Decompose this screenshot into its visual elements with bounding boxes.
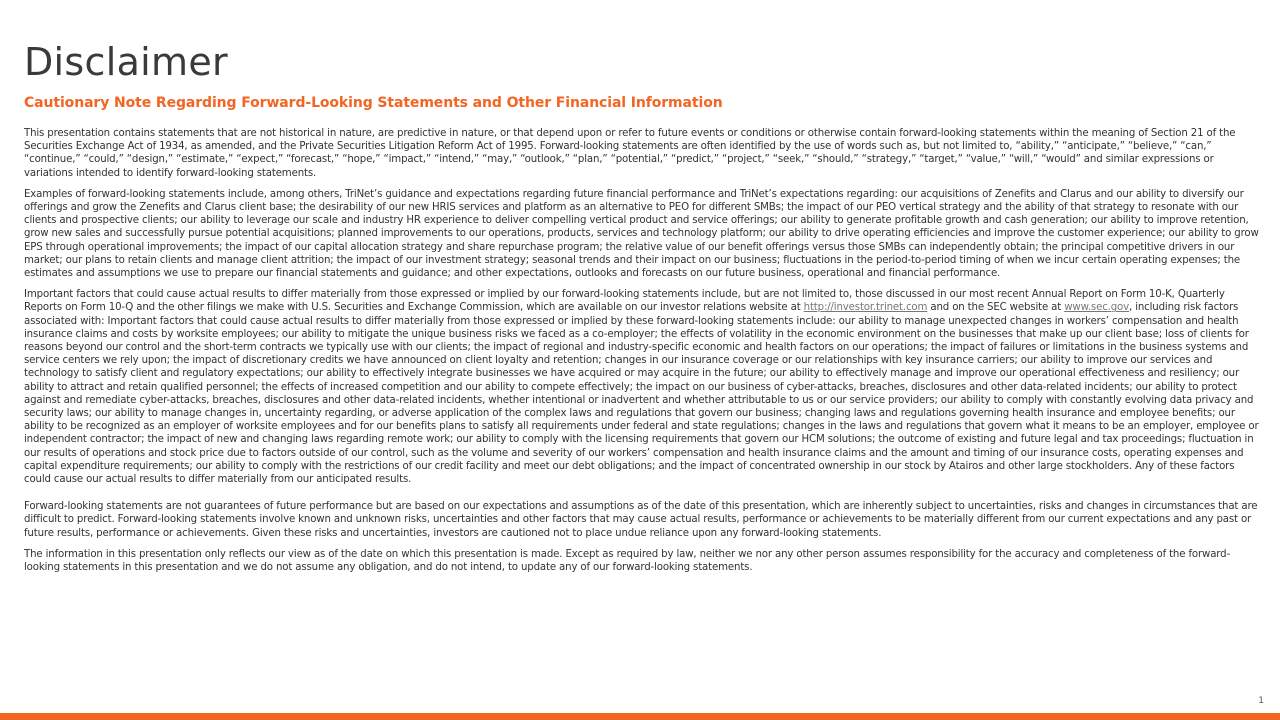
page-title: Disclaimer <box>24 40 228 84</box>
paragraph-text: and on the SEC website at <box>927 302 1065 314</box>
paragraph-information-date: The information in this presentation only reflects our view as of the date on which this presentation is made. Except as required by law, neither we nor any other person assumes responsibility for the accuracy and completeness of the forward-looking statements in this presentation and we do not assume any obligation, and do not intend, to update any of our forward-looking statements. <box>24 548 1230 574</box>
section-subtitle: Cautionary Note Regarding Forward-Looking Statements and Other Financial Information <box>24 95 723 111</box>
paragraph-text: , including risk factors associated with: Important factors that could cause actual results to differ materially from those expressed or implied by these forward-looking statements include: our ability to manage unexpected changes in workers’ compensation and health insurance claims and costs by worksite employees; our ability to mitigate the unique business risks we faced as a co-employer; the effects of volatility in the economic environment on the businesses that make up our client base; loss of clients for reasons beyond our control and the short-term contracts we typically use with our clients; the impact of regional and industry-specific economic and health factors on our operations; the impact of failures or limitations in the business systems and service centers we rely upon; the impact of discretionary credits we have announced on client loyalty and retention; changes in our insurance coverage or our relationships with key insurance carriers; our ability to improve our services and technology to satisfy client and regulatory expectations; our ability to effectively integrate businesses we have acquired or may acquire in the future; our ability to effectively manage and improve our operational effectiveness and resiliency; our ability to attract and retain qualified personnel; the effects of increased competition and our ability to compete effectively; the impact on our business of cyber-attacks, breaches, disclosures and other data-related incidents; our ability to protect against and remediate cyber-attacks, breaches, disclosures and other data-related incidents, whether intentional or inadvertent and whether attributable to us or our service providers; our ability to comply with constantly evolving data privacy and security laws; our ability to manage changes in, uncertainty regarding, or adverse application of the complex laws and regulations that govern our business; changing laws and regulations governing health insurance and employee benefits; our ability to be recognized as an employer of worksite employees and for our benefits plans to satisfy all requirements under federal and state regulations; changes in the laws and regulations that govern what it means to be an employer, employee or independent contractor; the impact of new and changing laws regarding remote work; our ability to comply with the licensing requirements that govern our HCM solutions; the outcome of existing and future legal and tax proceedings; fluctuation in our results of operations and stock price due to factors outside of our control, such as the volume and severity of our workers’ compensation and health insurance claims and the amount and timing of our insurance costs, operating expenses and capital expenditure requirements; our ability to comply with the restrictions of our credit facility and meet our debt obligations; and the impact of concentrated ownership in our stock by Atairos and other large stockholders. Any of these factors could cause our actual results to differ materially from our anticipated results. <box>24 302 1259 486</box>
paragraph-examples: Examples of forward-looking statements include, among others, TriNet’s guidance and expectations regarding future financial performance and TriNet’s expectations regarding: our acquisitions of Zenefits and Clarus and our ability to diversify our offerings and grow the Zenefits and Clarus client base; the desirability of our new HRIS services and platform as an alternative to PEO for different SMBs; the impact of our PEO vertical strategy and the ability of that strategy to resonate with our clients and prospective clients; our ability to leverage our scale and industry HR experience to deliver compelling vertical product and service offerings; our ability to generate profitable growth and cash generation; our ability to improve retention, grow new sales and successfully pursue potential acquisitions; planned improvements to our operations, products, services and technology platform; our ability to drive operating efficiencies and improve the customer experience; our ability to grow EPS through operational improvements; the impact of our capital allocation strategy and share repurchase program; the relative value of our benefit offerings versus those SMBs can independently obtain; the principal competitive drivers in our market; our plans to retain clients and manage client attrition; the impact of our investment strategy; seasonal trends and their impact on our business; fluctuations in the period-to-period timing of when we incur certain operating expenses; the estimates and assumptions we use to prepare our financial statements and guidance; and other expectations, outlooks and forecasts on our future business, operational and financial performance. <box>24 188 1259 280</box>
disclaimer-body <box>24 127 1264 582</box>
paragraph-important-factors <box>24 288 1264 486</box>
sec-website-link[interactable]: www.sec.gov <box>1064 302 1130 314</box>
paragraph-no-guarantees: Forward-looking statements are not guarantees of future performance but are based on our expectations and assumptions as of the date of this presentation, which are inherently subject to uncertainties, risks and changes in circumstances that are difficult to predict. Forward-looking statements involve known and unknown risks, uncertainties and other factors that may cause actual results, performance or achievements to be materially different from our current expectations and any past or future results, performance or achievements. Given these risks and uncertainties, investors are cautioned not to place undue reliance upon any forward-looking statements. <box>24 501 1258 539</box>
page-number: 1 <box>1258 696 1264 706</box>
paragraph-forward-looking-definition: This presentation contains statements that are not historical in nature, are predictive in nature, or that depend upon or refer to future events or conditions or otherwise contain forward-looking statements within the meaning of Section 21 of the Securities Exchange Act of 1934, as amended, and the Private Securities Litigation Reform Act of 1995. Forward-looking statements are often identified by the use of words such as, but not limited to, “ability,” “anticipate,” “believe,” “can,” “continue,” “could,” “design,” “estimate,” “expect,” “forecast,” “hope,” “impact,” “intend,” “may,” “outlook,” “plan,” “potential,” “predict,” “project,” “seek,” “should,” “strategy,” “target,” “value,” “will,” “would” and similar expressions or variations intended to identify forward-looking statements. <box>24 128 1236 179</box>
footer-accent-bar <box>0 713 1280 720</box>
paragraph-text: Important factors that could cause actual results to differ materially from those expressed or implied by our forward-looking statements include, but are not limited to, those discussed in our most recent Annual Report on Form 10-K, Quarterly Reports on Form 10-Q and the other filings we make with U.S. Securities and Exchange Commission, which are available on our investor relations website at <box>24 289 1225 314</box>
investor-relations-link[interactable]: http://investor.trinet.com <box>803 302 928 314</box>
